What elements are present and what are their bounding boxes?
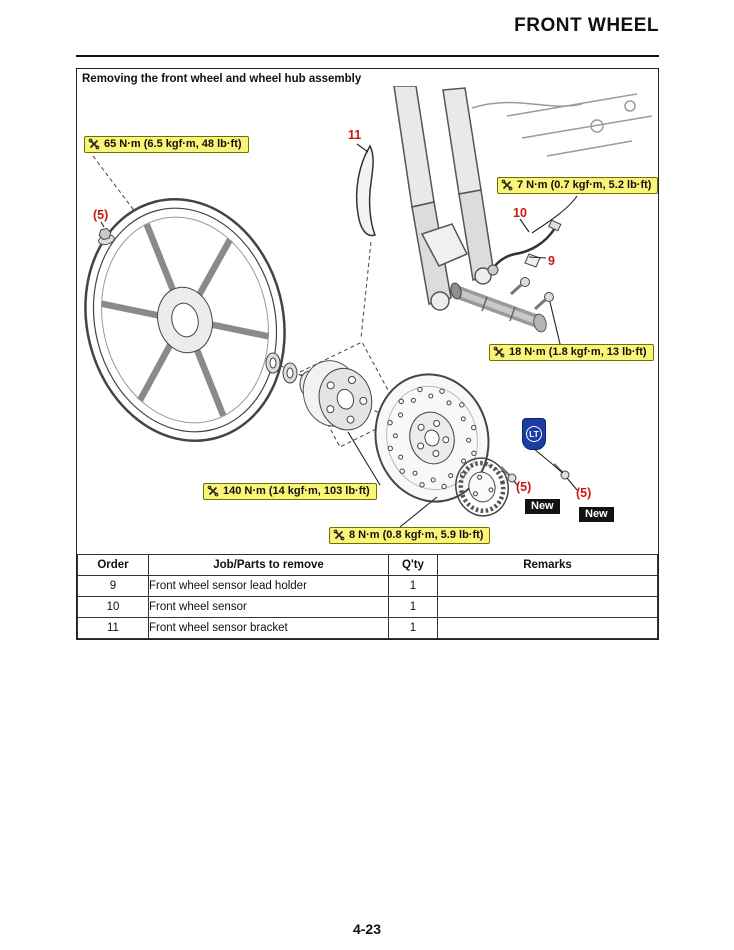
table-row (78, 597, 658, 618)
qty-label-axle-nut: (5) (93, 208, 109, 222)
page-number: 4-23 (352, 921, 382, 937)
parts-table (77, 554, 658, 639)
torque-callout-label: 18 N·m (1.8 kgf·m, 13 lb·ft) (509, 346, 647, 358)
cell-remarks (438, 576, 658, 597)
cell-job: Front wheel sensor (149, 597, 389, 618)
cell-qty: 1 (389, 618, 438, 639)
torque-callout-label: 140 N·m (14 kgf·m, 103 lb·ft) (223, 485, 370, 497)
torque-callout-65nm (84, 136, 249, 153)
cell-order: 10 (78, 597, 149, 618)
part-number-11: 11 (348, 128, 362, 142)
torque-callout-140nm (203, 483, 377, 500)
cell-qty: 1 (389, 576, 438, 597)
cell-job: Front wheel sensor bracket (149, 618, 389, 639)
col-qty: Q'ty (389, 555, 438, 576)
front-wheel (77, 178, 310, 462)
torque-wrench-icon (88, 138, 100, 150)
loctite-label: LT (526, 426, 542, 442)
figure-panel (76, 68, 659, 640)
col-order: Order (78, 555, 149, 576)
table-row (78, 576, 658, 597)
cell-order: 9 (78, 576, 149, 597)
table-row (78, 618, 658, 639)
cell-qty: 1 (389, 597, 438, 618)
cell-job: Front wheel sensor lead holder (149, 576, 389, 597)
qty-label-disc-bolt: (5) (516, 480, 532, 494)
torque-callout-18nm (489, 344, 654, 361)
cell-order: 11 (78, 618, 149, 639)
header-rule (76, 55, 659, 57)
new-part-badge: New (525, 499, 560, 514)
torque-wrench-icon (501, 179, 513, 191)
sensor-bracket (357, 146, 375, 236)
torque-callout-label: 7 N·m (0.7 kgf·m, 5.2 lb·ft) (517, 179, 652, 191)
chassis-detail (472, 94, 652, 156)
torque-wrench-icon (207, 485, 219, 497)
front-fork (394, 86, 494, 310)
table-header-row (78, 555, 658, 576)
col-remarks: Remarks (438, 555, 658, 576)
front-axle (449, 282, 548, 333)
wheel-hub (296, 352, 378, 439)
disc-bolts (501, 464, 569, 482)
page-title: FRONT WHEEL (514, 15, 659, 36)
loctite-icon (522, 418, 546, 450)
axle-pinch-bolts (511, 278, 554, 310)
cell-remarks (438, 597, 658, 618)
part-number-9: 9 (548, 254, 555, 268)
torque-callout-8nm (329, 527, 490, 544)
new-part-badge: New (579, 507, 614, 522)
torque-callout-label: 65 N·m (6.5 kgf·m, 48 lb·ft) (104, 138, 242, 150)
col-job: Job/Parts to remove (149, 555, 389, 576)
torque-callout-label: 8 N·m (0.8 kgf·m, 5.9 lb·ft) (349, 529, 484, 541)
torque-wrench-icon (333, 529, 345, 541)
part-number-10: 10 (513, 206, 527, 220)
torque-wrench-icon (493, 346, 505, 358)
torque-callout-7nm (497, 177, 658, 194)
cell-remarks (438, 618, 658, 639)
qty-label-rotor-bolt: (5) (576, 486, 592, 500)
figure-title: Removing the front wheel and wheel hub assembly (82, 73, 362, 85)
